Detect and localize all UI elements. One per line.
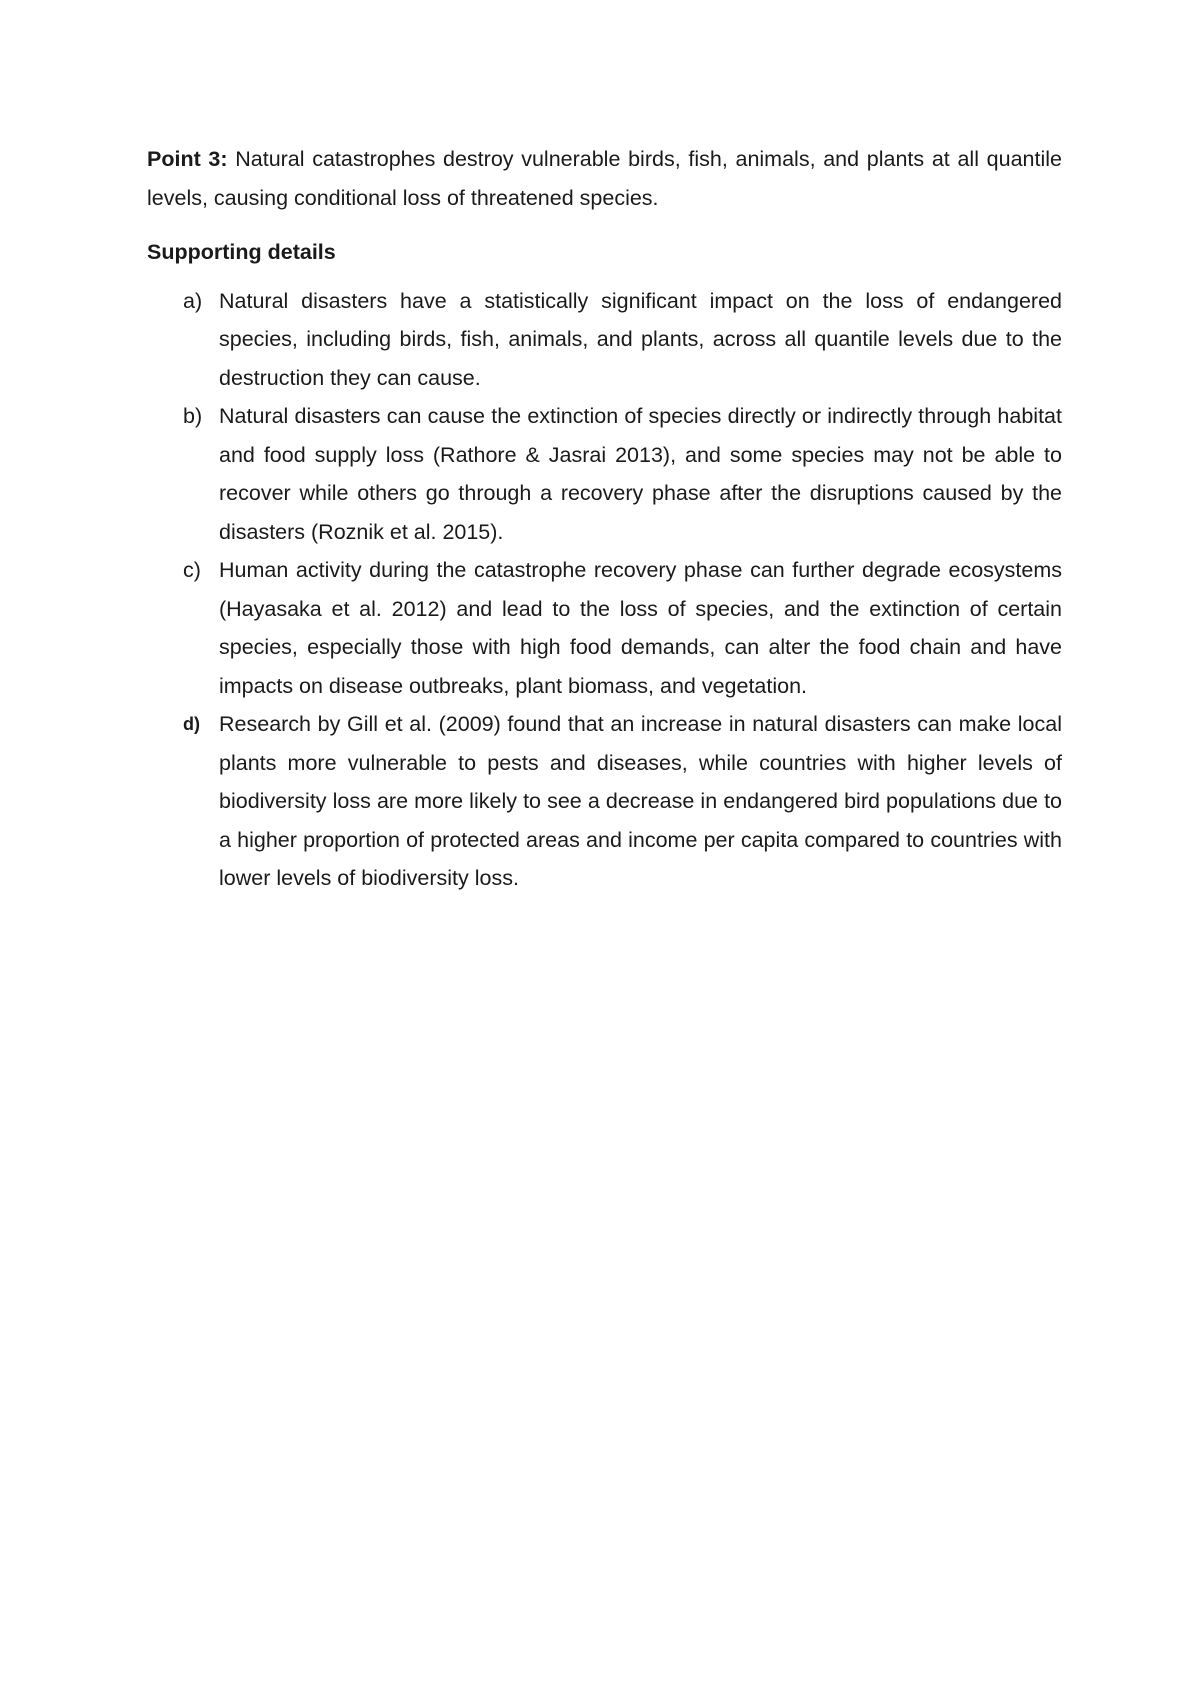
point-paragraph xyxy=(147,140,1062,217)
supporting-details-list xyxy=(147,282,1062,898)
list-marker: c) xyxy=(183,558,201,582)
point-label: Point 3: xyxy=(147,147,228,171)
supporting-details-heading: Supporting details xyxy=(147,240,336,264)
list-item xyxy=(147,397,1062,551)
list-item-text: Natural disasters have a statistically significant impact on the loss of endangered species, including birds, fish, animals, and plants, across all quantile levels due to the destruction they can cause. xyxy=(219,288,1062,390)
document-content xyxy=(147,140,1062,898)
list-item-text: Human activity during the catastrophe recovery phase can further degrade ecosystems (Hayasaka et al. 2012) and lead to the loss of species, and the extinction of certain species, especially those with high food demands, can alter the food chain and have impacts on disease outbreaks, plant biomass, and vegetation. xyxy=(219,558,1062,698)
list-item xyxy=(147,282,1062,398)
list-marker: d) xyxy=(183,714,200,734)
list-item-text: Research by Gill et al. (2009) found that an increase in natural disasters can make local plants more vulnerable to pests and diseases, while countries with higher levels of biodiversity loss are more likely to see a decrease in endangered bird populations due to a higher proportion of protected areas and income per capita compared to countries with lower levels of biodiversity loss. xyxy=(219,712,1062,890)
list-item-text: Natural disasters can cause the extinction of species directly or indirectly through habitat and food supply loss (Rathore & Jasrai 2013), and some species may not be able to recover while others go through a recovery phase after the disruptions caused by the disasters (Roznik et al. 2015). xyxy=(219,404,1062,544)
list-item xyxy=(147,705,1062,898)
list-marker: b) xyxy=(183,404,203,428)
list-item xyxy=(147,551,1062,705)
point-text: Natural catastrophes destroy vulnerable birds, fish, animals, and plants at all quantile levels, causing conditional loss of threatened species. xyxy=(147,147,1062,210)
list-marker: a) xyxy=(183,288,203,313)
